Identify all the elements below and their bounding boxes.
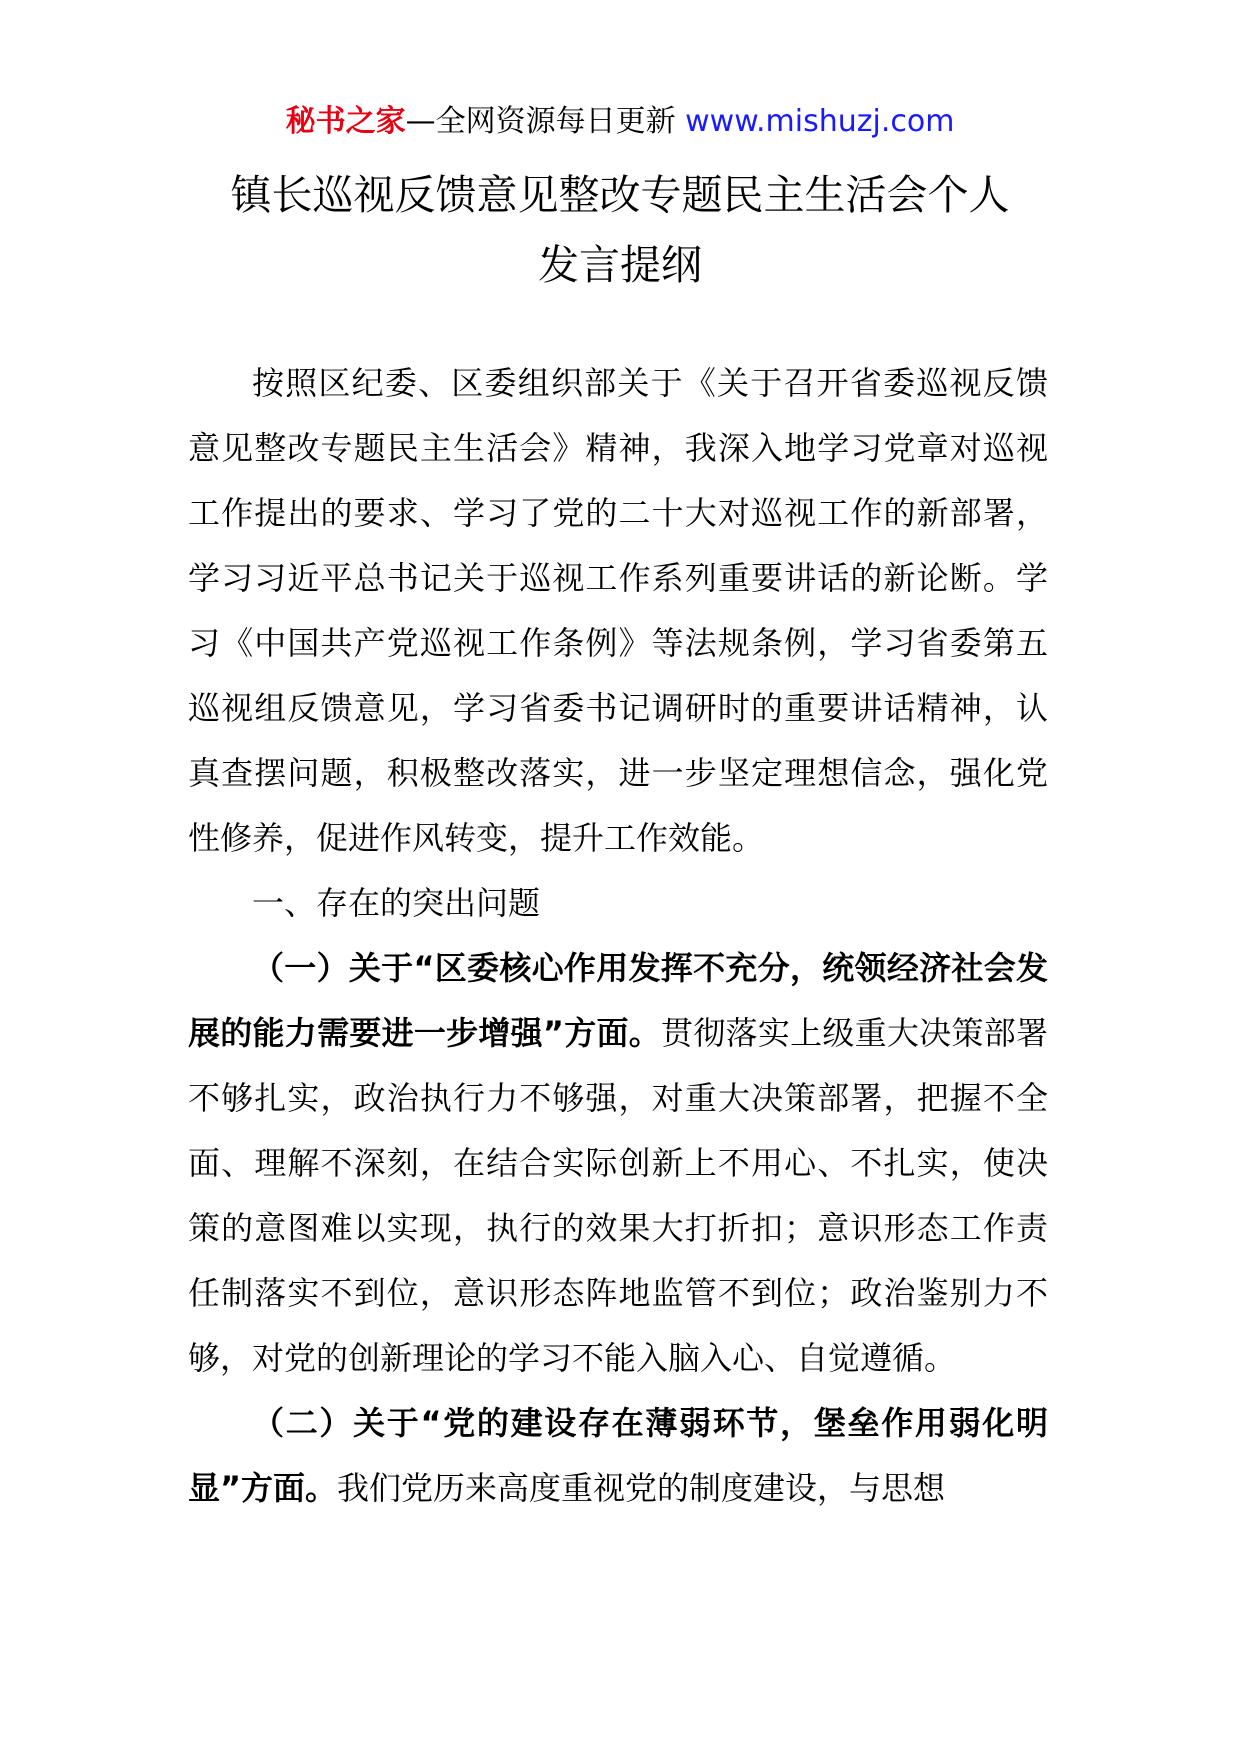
site-header <box>0 100 1240 144</box>
intro-paragraph: 按照区纪委、区委组织部关于《关于召开省委巡视反馈意见整改专题民主生活会》精神，我深入地学习党章对巡视工作提出的要求、学习了党的二十大对巡视工作的新部署，学习习近平总书记关于巡视工作系列重要讲话的新论断。学习《中国共产党巡视工作条例》等法规条例，学习省委第五巡视组反馈意见，学习省委书记调研时的重要讲话精神，认真查摆问题，积极整改落实，进一步坚定理想信念，强化党性修养，促进作风转变，提升工作效能。 <box>188 364 1048 857</box>
item-2-heading: （二）关于“党的建设存在薄弱环节，堡垒作用弱化明显”方面。 <box>188 1404 1048 1507</box>
item-1-heading: （一）关于“区委核心作用发挥不充分，统领经济社会发展的能力需要进一步增强”方面。 <box>188 949 1048 1052</box>
document-body <box>188 351 1048 1521</box>
title-line-1: 镇长巡视反馈意见整改专题民主生活会个人 <box>230 171 1010 219</box>
item-paragraph-2 <box>188 1391 1048 1521</box>
site-url-link[interactable]: www.mishuzj.com <box>685 104 955 139</box>
section-heading: 一、存在的突出问题 <box>252 884 541 922</box>
document-title <box>160 160 1080 300</box>
header-tagline: —全网资源每日更新 <box>405 104 676 139</box>
brand-name: 秘书之家 <box>285 104 406 139</box>
title-line-2: 发言提纲 <box>538 241 702 289</box>
item-2-text: 我们党历来高度重视党的制度建设，与思想 <box>337 1469 946 1507</box>
item-1-text: 贯彻落实上级重大决策部署不够扎实，政治执行力不够强，对重大决策部署，把握不全面、理解不深刻，在结合实际创新上不用心、不扎实，使决策的意图难以实现，执行的效果大打折扣；意识形态工作责任制落实不到位，意识形态阵地监管不到位；政治鉴别力不够，对党的创新理论的学习不能入脑入心、自觉遵循。 <box>188 1014 1048 1377</box>
item-paragraph-1 <box>188 936 1048 1391</box>
